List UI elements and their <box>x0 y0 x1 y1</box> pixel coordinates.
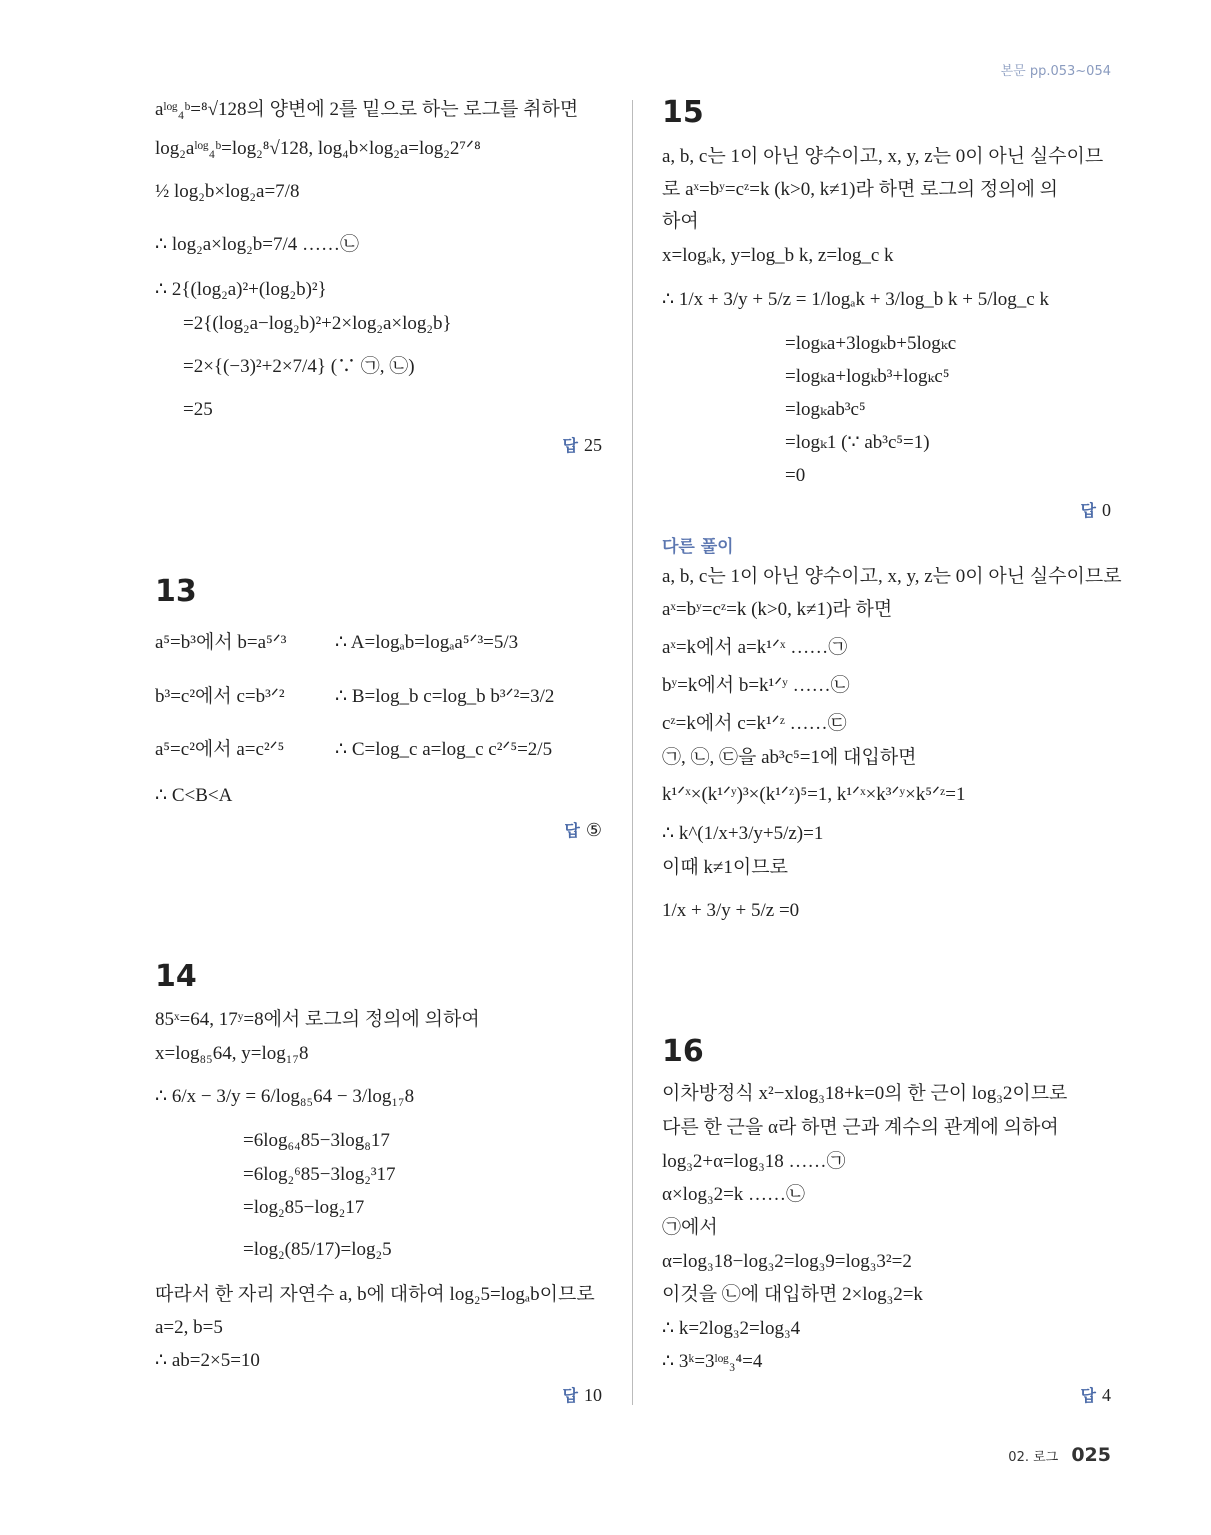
solution-line: ∴ B=log_b c=log_b b³ᐟ²=3/2 <box>335 686 555 707</box>
solution-line: ½ log₂b×log₂a=7/8 <box>155 181 300 202</box>
page-footer <box>1008 1444 1111 1466</box>
solution-line: =2{(log₂a−log₂b)²+2×log₂a×log₂b} <box>183 313 452 334</box>
solution-line: ∴ A=logₐb=logₐa⁵ᐟ³=5/3 <box>335 632 519 653</box>
answer-value: 4 <box>1102 1385 1111 1405</box>
solution-line: ∴ k=2log₃2=log₃4 <box>662 1318 801 1339</box>
answer-box <box>563 1383 602 1406</box>
solution-line: a⁵=c²에서 a=c²ᐟ⁵ <box>155 739 285 760</box>
problem-number: 16 <box>662 1034 704 1069</box>
answer-label: 답 <box>562 1386 578 1405</box>
solution-line: 로 aˣ=bʸ=cᶻ=k (k>0, k≠1)라 하면 로그의 정의에 의 <box>662 179 1059 200</box>
solution-line: =logₖ1 (∵ ab³c⁵=1) <box>785 432 930 453</box>
answer-box <box>1081 498 1111 521</box>
solution-line: a, b, c는 1이 아닌 양수이고, x, y, z는 0이 아닌 실수이므 <box>662 146 1104 167</box>
solution-line: x=logₐk, y=log_b k, z=log_c k <box>662 245 894 266</box>
solution-line: 이것을 ㉡에 대입하면 2×log₃2=k <box>662 1284 923 1305</box>
answer-box <box>563 433 602 456</box>
solution-line: bʸ=k에서 b=k¹ᐟʸ ……㉡ <box>662 675 850 696</box>
solution-line: ∴ 6/x − 3/y = 6/log₈₅64 − 3/log₁₇8 <box>155 1086 415 1107</box>
solution-line: =25 <box>183 399 213 420</box>
solution-line: 다른 한 근을 α라 하면 근과 계수의 관계에 의하여 <box>662 1117 1059 1138</box>
answer-box <box>1081 1383 1111 1406</box>
page-reference: 본문 pp.053~054 <box>1000 64 1111 79</box>
answer-box <box>564 818 602 841</box>
answer-value: 10 <box>584 1385 602 1405</box>
answer-label: 답 <box>1080 1386 1096 1405</box>
solution-line: =2×{(−3)²+2×7/4} (∵ ㉠, ㉡) <box>183 356 415 377</box>
solution-line: ∴ 2{(log₂a)²+(log₂b)²} <box>155 279 327 300</box>
solution-line: =log₂(85/17)=log₂5 <box>243 1239 392 1260</box>
solution-line: a, b, c는 1이 아닌 양수이고, x, y, z는 0이 아닌 실수이므로 <box>662 566 1122 587</box>
solution-line: α×log₃2=k ……㉡ <box>662 1184 806 1205</box>
solution-line: log₃2+α=log₃18 ……㉠ <box>662 1151 846 1172</box>
solution-line: a⁵=b³에서 b=a⁵ᐟ³ <box>155 632 287 653</box>
solution-line: =logₖa+logₖb³+logₖc⁵ <box>785 366 950 387</box>
solution-line: ∴ log₂a×log₂b=7/4 ……㉡ <box>155 234 360 255</box>
solution-line: ∴ ab=2×5=10 <box>155 1350 260 1371</box>
solution-line: ㉠, ㉡, ㉢을 ab³c⁵=1에 대입하면 <box>662 747 917 768</box>
solution-line: x=log₈₅64, y=log₁₇8 <box>155 1043 309 1064</box>
problem-number: 13 <box>155 574 197 609</box>
solution-line: α=log₃18−log₃2=log₃9=log₃3²=2 <box>662 1251 912 1272</box>
answer-value: ⑤ <box>585 820 602 840</box>
solution-line: b³=c²에서 c=b³ᐟ² <box>155 686 285 707</box>
answer-label: 답 <box>562 436 578 455</box>
solution-line: =log₂85−log₂17 <box>243 1197 365 1218</box>
solution-line: 이때 k≠1이므로 <box>662 857 788 878</box>
solution-line: 하여 <box>662 211 699 232</box>
answer-value: 0 <box>1102 500 1111 520</box>
answer-value: 25 <box>584 435 602 455</box>
page-number: 025 <box>1071 1444 1111 1466</box>
solution-line: log₂aˡᵒᵍ₄ᵇ=log₂⁸√128, log₄b×log₂a=log₂2⁷ᐟ⁸ <box>155 138 481 159</box>
solution-line: 따라서 한 자리 자연수 a, b에 대하여 log₂5=logₐb이므로 <box>155 1284 595 1305</box>
alternative-solution-title: 다른 풀이 <box>662 537 734 557</box>
solution-line: =0 <box>785 465 806 486</box>
solution-line: 이차방정식 x²−xlog₃18+k=0의 한 근이 log₃2이므로 <box>662 1083 1068 1104</box>
solution-line: aˣ=k에서 a=k¹ᐟˣ ……㉠ <box>662 637 848 658</box>
column-divider <box>632 100 633 1405</box>
solution-line: =6log₆₄85−3log₈17 <box>243 1130 390 1151</box>
solution-line: ∴ C<B<A <box>155 785 233 806</box>
problem-number: 14 <box>155 959 197 994</box>
solution-line: 1/x + 3/y + 5/z =0 <box>662 900 800 921</box>
solution-line: aˡᵒᵍ₄ᵇ=⁸√128의 양변에 2를 밑으로 하는 로그를 취하면 <box>155 99 579 120</box>
answer-label: 답 <box>1080 501 1096 520</box>
answer-label: 답 <box>564 821 580 840</box>
solution-line: aˣ=bʸ=cᶻ=k (k>0, k≠1)라 하면 <box>662 599 893 620</box>
solution-line: 85ˣ=64, 17ʸ=8에서 로그의 정의에 의하여 <box>155 1009 480 1030</box>
solution-line: =6log₂⁶85−3log₂³17 <box>243 1164 396 1185</box>
problem-number: 15 <box>662 95 704 130</box>
solution-line: a=2, b=5 <box>155 1317 223 1338</box>
solution-line: ∴ 1/x + 3/y + 5/z = 1/logₐk + 3/log_b k + 5/log_c k <box>662 289 1049 310</box>
chapter-label: 02. 로그 <box>1008 1450 1059 1465</box>
solution-line: =logₖab³c⁵ <box>785 399 866 420</box>
solution-line: ㉠에서 <box>662 1217 718 1238</box>
solution-line: ∴ C=log_c a=log_c c²ᐟ⁵=2/5 <box>335 739 553 760</box>
solution-line: k¹ᐟˣ×(k¹ᐟʸ)³×(k¹ᐟᶻ)⁵=1, k¹ᐟˣ×k³ᐟʸ×k⁵ᐟᶻ=1 <box>662 784 966 805</box>
solution-line: ∴ k^(1/x+3/y+5/z)=1 <box>662 823 824 844</box>
solution-line: =logₖa+3logₖb+5logₖc <box>785 333 957 354</box>
solution-line: ∴ 3ᵏ=3ˡᵒᵍ₃⁴=4 <box>662 1351 763 1372</box>
solution-line: cᶻ=k에서 c=k¹ᐟᶻ ……㉢ <box>662 713 847 734</box>
